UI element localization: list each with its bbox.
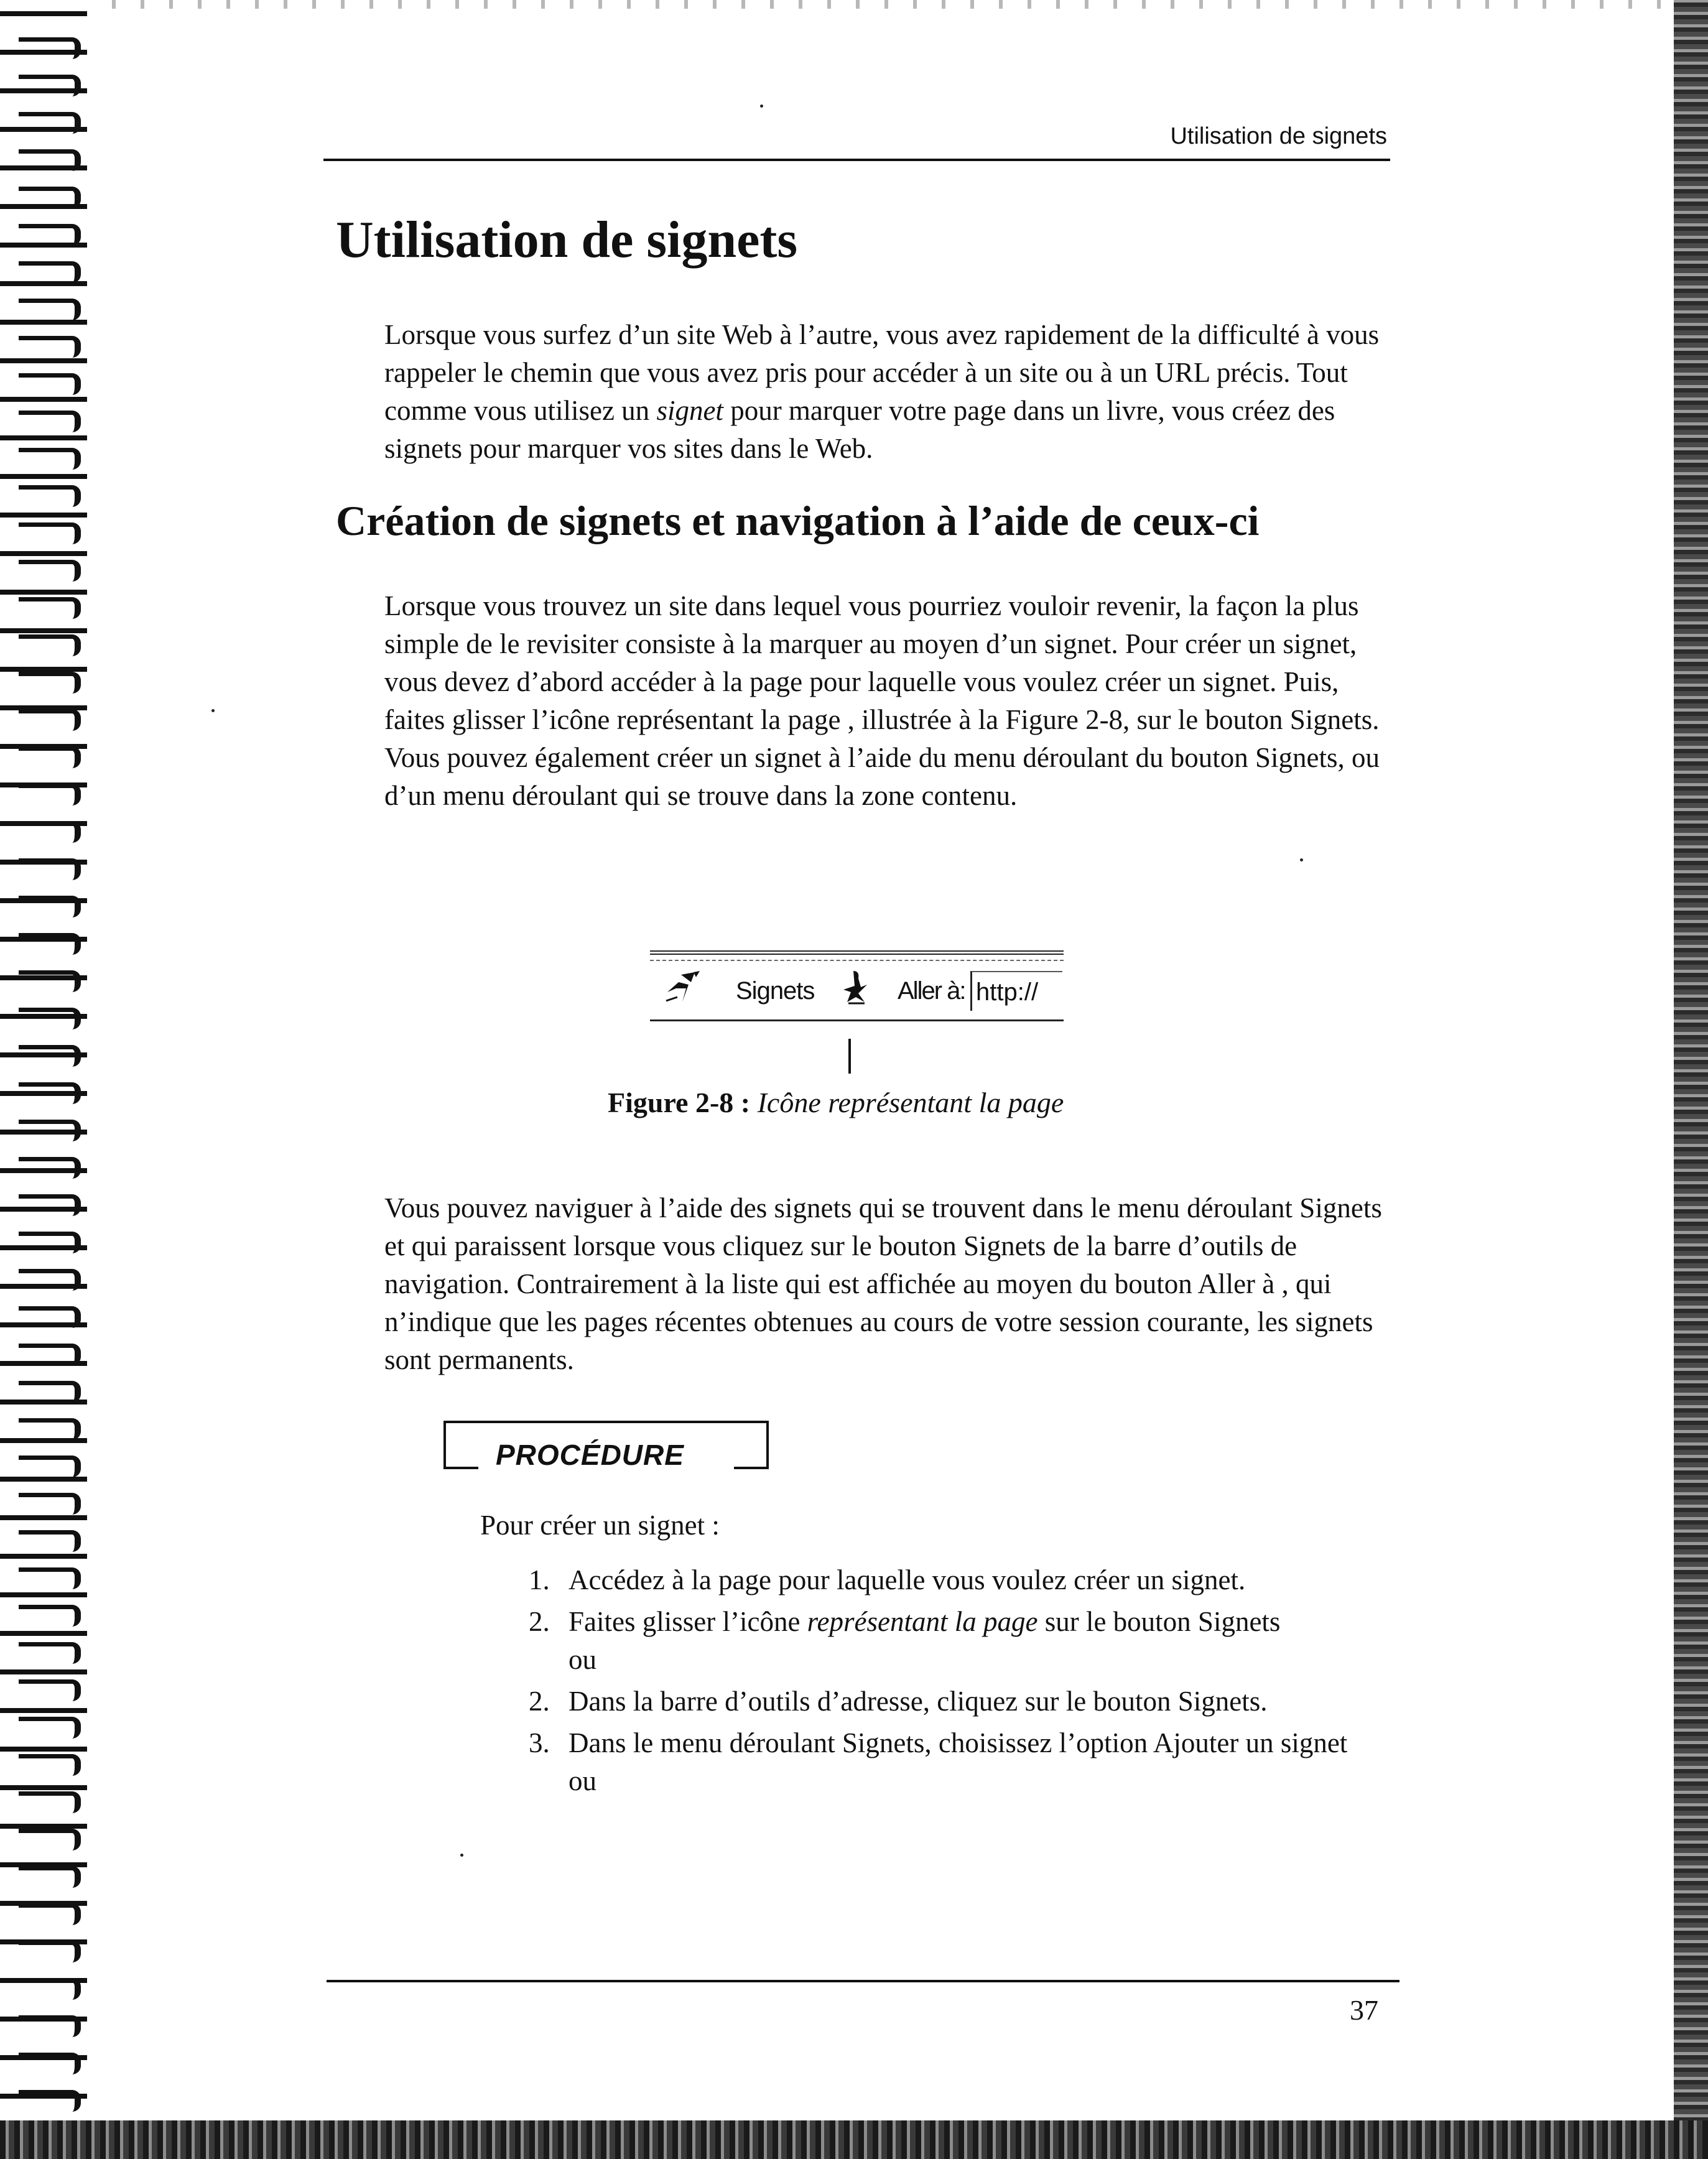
procedure-box-corner xyxy=(443,1467,478,1469)
step-text-end: sur le bouton Signets xyxy=(1037,1606,1281,1637)
step-text: Accédez à la page pour laquelle vous voulez créer un signet. xyxy=(569,1564,1246,1595)
binding-ring xyxy=(19,1829,81,1850)
step-text: Dans la barre d’outils d’adresse, cliquez sur le bouton Signets. xyxy=(569,1686,1268,1717)
binding-ring xyxy=(19,336,81,358)
section-paragraph: Lorsque vous trouvez un site dans lequel vous pourriez vouloir revenir, la façon la plus simple de le revisiter consiste à la marquer au moyen d’un signet. Pour créer un signet, vous devez d’abord accéder à la page pour laquelle vous voulez créer un signet. Puis, faites glisser l’icône représentant la page , illustrée à la Figure 2-8, sur le bouton Signets. Vous pouvez également créer un signet à l’aide du menu déroulant du bouton Signets, ou d’un menu déroulant qui se trouve dans la zone contenu. xyxy=(384,590,1380,811)
binding-ring xyxy=(19,1120,81,1141)
binding-ring xyxy=(19,1306,81,1328)
scan-speck xyxy=(460,1854,463,1857)
binding-ring xyxy=(19,1530,81,1552)
binding-ring xyxy=(19,821,81,843)
procedure-box-corner xyxy=(734,1467,769,1469)
binding-ring xyxy=(19,2053,81,2074)
binding-ring xyxy=(19,299,81,320)
binding-ring xyxy=(19,1679,81,1701)
binding-ring xyxy=(19,784,81,806)
binding-ring xyxy=(19,37,81,59)
binding-ring xyxy=(19,709,81,731)
running-header: Utilisation de signets xyxy=(1170,123,1387,149)
binding-ring xyxy=(19,933,81,955)
figure-pointer-line xyxy=(848,1039,851,1074)
bookmarks-button-label[interactable]: Signets xyxy=(736,977,815,1005)
binding-ring xyxy=(19,1866,81,1888)
binding-ring xyxy=(19,746,81,768)
binding-ring xyxy=(19,224,81,246)
binding-ring xyxy=(19,1008,81,1029)
binding-ring xyxy=(19,2015,81,2037)
intro-text-end: pour marquer votre page dans un livre, vous créez des signets pour marquer vos sites dans le Web. xyxy=(384,395,1335,464)
binding-ring xyxy=(19,858,81,880)
binding-ring xyxy=(19,373,81,395)
scan-speck xyxy=(760,104,763,108)
procedure-intro: Pour créer un signet : xyxy=(480,1510,720,1541)
binding-ring xyxy=(19,187,81,208)
figure-caption xyxy=(608,1086,1064,1119)
binding-ring xyxy=(19,261,81,283)
scan-speck xyxy=(1300,858,1303,861)
scan-edge-bottom xyxy=(0,2120,1708,2159)
section-heading: Création de signets et navigation à l’aide de ceux-ci xyxy=(336,497,1260,544)
header-rule xyxy=(323,159,1390,161)
binding-ring xyxy=(19,1493,81,1515)
binding-ring xyxy=(19,1232,81,1253)
binding-ring xyxy=(19,1567,81,1589)
binding-ring xyxy=(19,1381,81,1403)
list-item xyxy=(529,1683,1399,1720)
spiral-binding xyxy=(0,0,87,2159)
binding-ring xyxy=(19,485,81,507)
figure-toolbar xyxy=(650,950,1064,1021)
page-number: 37 xyxy=(1350,1994,1378,2026)
binding-ring xyxy=(19,1344,81,1365)
step-number: 2. xyxy=(529,1606,550,1637)
binding-ring xyxy=(19,970,81,992)
list-item xyxy=(529,1603,1399,1679)
binding-ring xyxy=(19,1941,81,1962)
binding-ring xyxy=(19,1791,81,1813)
binding-ring xyxy=(19,1456,81,1477)
scan-edge-top xyxy=(87,0,1674,9)
intro-text: Lorsque vous surfez d’un site Web à l’autre, vous avez rapidement de la difficulté à vous rappeler le chemin que vous avez pris pour accéder à un site ou à un URL précis. Tout comme vous utilisez un xyxy=(384,319,1380,426)
binding-ring xyxy=(19,896,81,917)
binding-ring xyxy=(19,1269,81,1291)
binding-ring xyxy=(19,522,81,544)
navigation-paragraph: Vous pouvez naviguer à l’aide des signets qui se trouvent dans le menu déroulant Signets et qui paraissent lorsque vous cliquez sur le bouton Signets de la barre d’outils de navigation. Contrairement à la liste qui est affichée au moyen du bouton Aller à , qui n’indique que les pages récentes obtenues au cours de votre session courante, les signets sont permanents. xyxy=(384,1192,1382,1375)
scan-speck xyxy=(211,709,215,712)
binding-ring xyxy=(19,75,81,96)
step-number: 3. xyxy=(529,1727,550,1758)
step-or: ou xyxy=(569,1644,596,1675)
location-field[interactable]: http:// xyxy=(970,971,1062,1011)
intro-emphasis: signet xyxy=(656,395,723,426)
caption-number: Figure 2-8 : xyxy=(608,1087,751,1118)
binding-ring xyxy=(19,2090,81,2112)
binding-ring xyxy=(19,1717,81,1739)
binding-ring xyxy=(19,1157,81,1179)
binding-ring xyxy=(19,560,81,582)
step-emphasis: représentant la page xyxy=(807,1606,1038,1637)
binding-ring xyxy=(19,411,81,432)
procedure-label: PROCÉDURE xyxy=(496,1439,684,1471)
binding-ring xyxy=(19,634,81,656)
procedure-steps xyxy=(529,1561,1399,1804)
intro-paragraph xyxy=(384,316,1392,468)
binding-ring xyxy=(19,448,81,470)
step-text: Faites glisser l’icône xyxy=(569,1606,807,1637)
step-text: Dans le menu déroulant Signets, choisissez l’option Ajouter un signet xyxy=(569,1727,1348,1758)
binding-ring xyxy=(19,1642,81,1664)
footer-rule xyxy=(327,1980,1399,1982)
step-number: 1. xyxy=(529,1564,550,1595)
list-item xyxy=(529,1724,1399,1800)
toolbar-divider xyxy=(650,960,1064,961)
binding-ring xyxy=(19,597,81,619)
bookmark-ribbon-icon[interactable] xyxy=(664,970,707,1005)
binding-ring xyxy=(19,1978,81,2000)
step-number: 2. xyxy=(529,1686,550,1717)
goto-label: Aller à: xyxy=(898,977,965,1005)
binding-ring xyxy=(19,1754,81,1776)
page-proxy-icon[interactable] xyxy=(840,968,872,1006)
binding-ring xyxy=(19,672,81,694)
procedure-box xyxy=(443,1421,769,1471)
binding-ring xyxy=(19,1045,81,1067)
binding-ring xyxy=(19,112,81,134)
binding-ring xyxy=(19,1082,81,1104)
page-title: Utilisation de signets xyxy=(336,211,798,269)
binding-ring xyxy=(19,149,81,171)
step-or: ou xyxy=(569,1765,596,1796)
binding-ring xyxy=(19,1605,81,1627)
caption-text: Icône représentant la page xyxy=(757,1087,1064,1118)
binding-ring xyxy=(19,1903,81,1925)
binding-ring xyxy=(19,1194,81,1216)
binding-ring xyxy=(19,1418,81,1440)
scan-edge-right xyxy=(1674,0,1708,2159)
list-item xyxy=(529,1561,1399,1599)
